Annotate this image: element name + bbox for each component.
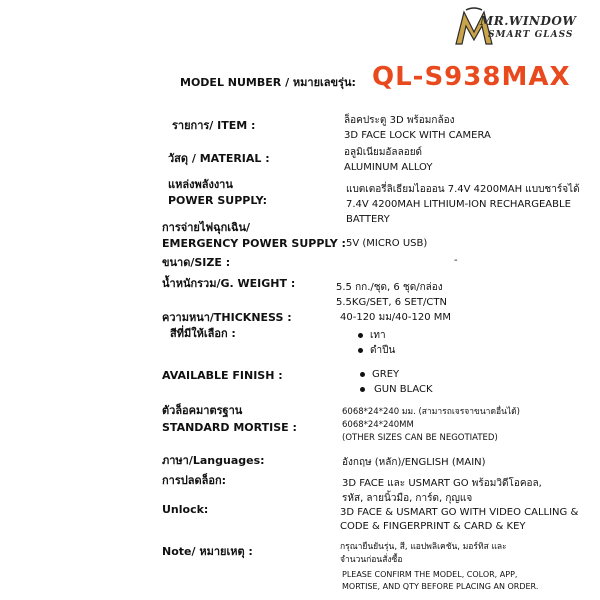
emergency-value: 5V (MICRO USB) (346, 238, 428, 249)
finish-th-label: สีที่มีให้เลือก : (170, 327, 236, 340)
weight-value-th: 5.5 กก./ชุด, 6 ชุด/กล่อง (336, 282, 443, 293)
logo-line2: SMART GLASS (488, 30, 574, 40)
power-value-en: 7.4V 4200MAH LITHIUM-ION RECHARGEABLE (346, 199, 571, 210)
list-item: GUN BLACK (358, 382, 433, 397)
model-code: QL-S938MAX (372, 62, 571, 92)
power-label-th: แหล่งพลังงาน (168, 178, 233, 191)
finish-en-list (358, 367, 433, 397)
finish-th-list (356, 328, 395, 358)
size-label: ขนาด/SIZE : (162, 256, 231, 269)
note-value-en-1: PLEASE CONFIRM THE MODEL, COLOR, APP, (342, 570, 518, 579)
unlock-th-value-2: รหัส, ลายนิ้วมือ, การ์ด, กุญแจ (342, 493, 473, 504)
item-value-th: ล็อคประตู 3D พร้อมกล้อง (344, 115, 455, 126)
thickness-label: ความหนา/THICKNESS : (162, 311, 292, 324)
list-item: GREY (358, 367, 433, 382)
material-value-th: อลูมิเนียมอัลลอยด์ (344, 147, 423, 158)
item-value-en: 3D FACE LOCK WITH CAMERA (344, 130, 491, 141)
weight-label: น้ำหนักรวม/G. WEIGHT : (162, 277, 296, 290)
emergency-label-th: การจ่ายไฟฉุกเฉิน/ (162, 221, 251, 234)
material-label: วัสดุ / MATERIAL : (168, 152, 270, 165)
thickness-value: 40-120 มม/40-120 MM (340, 312, 452, 323)
power-value-en-2: BATTERY (346, 214, 390, 225)
material-value-en: ALUMINUM ALLOY (344, 162, 433, 173)
list-item: ดำปืน (356, 343, 395, 358)
note-value-th-1: กรุณายืนยันรุ่น, สี, แอปพลิเคชัน, มอร์ทิส และ (340, 542, 507, 552)
emergency-label-en: EMERGENCY POWER SUPPLY : (162, 237, 346, 250)
weight-value-en: 5.5KG/SET, 6 SET/CTN (336, 297, 447, 308)
unlock-en-value-1: 3D FACE & USMART GO WITH VIDEO CALLING & (340, 507, 579, 518)
languages-label: ภาษา/Languages: (162, 454, 265, 467)
unlock-th-label: การปลดล็อก: (162, 474, 227, 487)
mortise-value-note: (OTHER SIZES CAN BE NEGOTIATED) (342, 433, 498, 443)
languages-value: อังกฤษ (หลัก)/ENGLISH (MAIN) (342, 457, 486, 468)
unlock-en-label: Unlock: (162, 503, 209, 516)
power-label-en: POWER SUPPLY: (168, 194, 268, 207)
power-value-th: แบตเตอรี่ลิเธียมไอออน 7.4V 4200MAH แบบชาร์จได้ (346, 184, 580, 195)
logo-line1: MR.WINDOW (480, 14, 577, 28)
mortise-label-en: STANDARD MORTISE : (162, 421, 297, 434)
brand-logo (452, 6, 592, 50)
finish-en-label: AVAILABLE FINISH : (162, 369, 283, 382)
note-label: Note/ หมายเหตุ : (162, 545, 253, 558)
unlock-en-value-2: CODE & FINGERPRINT & CARD & KEY (340, 521, 526, 532)
size-value: - (454, 255, 458, 266)
item-label: รายการ/ ITEM : (172, 119, 256, 132)
mortise-value-th: 6068*24*240 มม. (สามารถเจรจาขนาดอื่นได้) (342, 407, 520, 417)
model-label: MODEL NUMBER / หมายเลขรุ่น: (180, 76, 356, 89)
unlock-th-value-1: 3D FACE และ USMART GO พร้อมวิดีโอคอล, (342, 478, 542, 489)
note-value-th-2: จำนวนก่อนสั่งซื้อ (340, 555, 403, 565)
note-value-en-2: MORTISE, AND QTY BEFORE PLACING AN ORDER. (342, 582, 539, 591)
mortise-value-en: 6068*24*240MM (342, 420, 414, 430)
list-item: เทา (356, 328, 395, 343)
mortise-label-th: ตัวล็อคมาตรฐาน (162, 404, 243, 417)
